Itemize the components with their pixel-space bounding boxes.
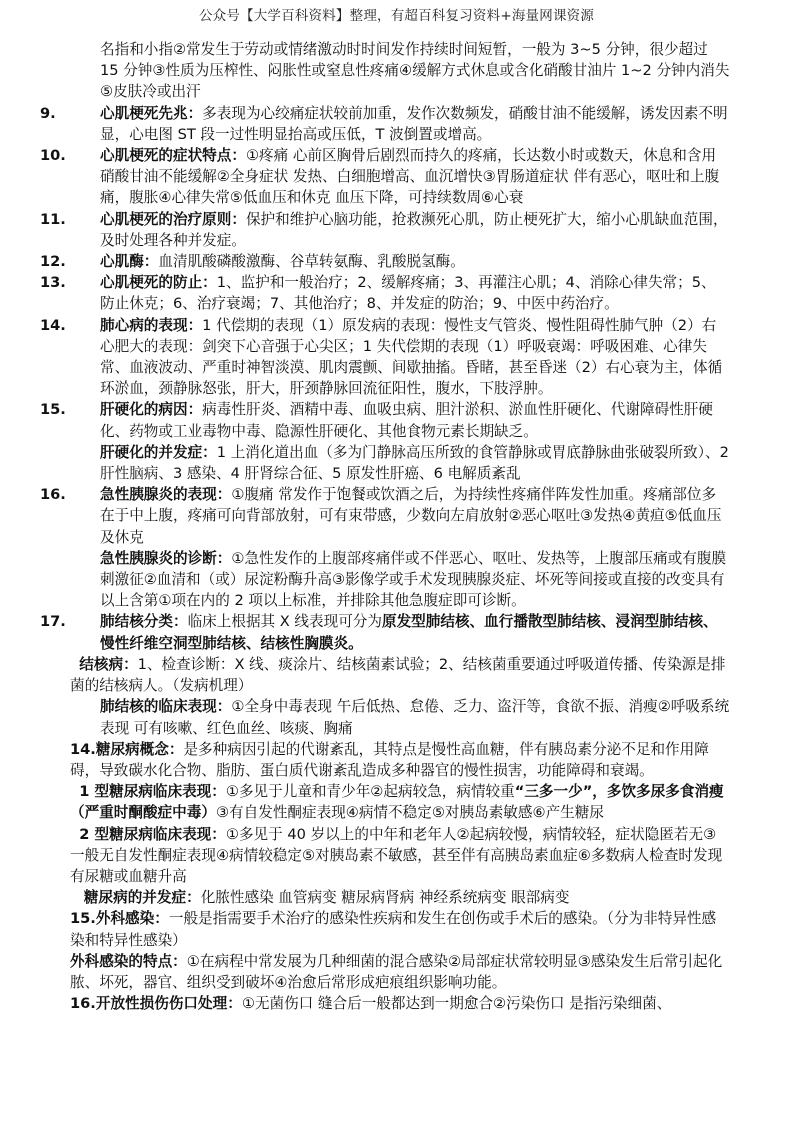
surgical-infection: 15.外科感染：一般是指需要手术治疗的感染性疾病和发生在创伤或手术后的感染。（分为非特异性感染和特异性感染） <box>70 910 717 949</box>
document-body <box>40 39 730 1014</box>
list-item-15-sub: 肝硬化的并发症：1 上消化道出血（多为门静脉高压所致的食管静脉或胃底静脉曲张破裂所致）、2 肝性脑病、3 感染、4 肝肾综合征、5 原发性肝癌、6 电解质紊乱 <box>100 443 729 483</box>
list-item-15: 15. 肝硬化的病因：病毒性肝炎、酒精中毒、血吸虫病、胆汁淤积、淤血性肝硬化、代谢障碍性肝硬化、药物或工业毒物中毒、隐源性肝硬化、其他食物元素长期缺乏。 <box>40 401 713 440</box>
list-item-16-sub: 急性胰腺炎的诊断：①急性发作的上腹部疼痛伴或不伴恶心、呕吐、发热等，上腹部压痛或有腹膜刺激征②血清和（或）尿淀粉酶升高③影像学或手术发现胰腺炎症、坏死等间接或直接的改变具有以上含第①项在内的 2 项以上标准，并排除其他急腹症即可诊断。 <box>100 549 727 610</box>
list-item-17: 17. 肺结核分类：临床上根据其 X 线表现可分为原发型肺结核、血行播散型肺结核、浸润型肺结核、慢性纤维空洞型肺结核、结核性胸膜炎。 <box>40 613 718 652</box>
diabetes-concept: 14.糖尿病概念：是多种病因引起的代谢紊乱，其特点是慢性高血糖，伴有胰岛素分泌不足和作用障碍，导致碳水化合物、脂肪、蛋白质代谢紊乱造成多种器官的慢性损害，功能障碍和衰竭。 <box>70 740 709 779</box>
list-item-12: 12. 心肌酶：血清肌酸磷酸激酶、谷草转氨酶、乳酸脱氢酶。 <box>40 253 465 271</box>
list-item-10: 10. 心肌梗死的症状特点：①疼痛 心前区胸骨后剧烈而持久的疼痛，长达数小时或数天，休息和含用硝酸甘油不能缓解②全身症状 发热、白细胞增高、血沉增快③胃肠道症状 伴有恶心，呕吐和上腹痛，腹胀④心律失常⑤低血压和休克 血压下降，可持续数周⑥心衰 <box>40 147 720 207</box>
list-item-16: 16. 急性胰腺炎的表现：①腹痛 常发作于饱餐或饮酒之后，为持续性疼痛伴阵发性加重。疼痛部位多在于中上腹，疼痛可向背部放射，可有束带感，少数向左肩放射②恶心呕吐③发热④黄疸⑤低血压及休克 <box>40 486 722 546</box>
type2-diabetes: 2 型糖尿病临床表现：①多见于 40 岁以上的中年和老年人②起病较慢，病情较轻，症状隐匿若无③一般无自发性酮症表现④病情较稳定⑤对胰岛素不敏感，甚至伴有高胰岛素血症⑥多数病人检查时发现有尿糖或血糖升高 <box>70 825 723 885</box>
tb-paragraph: 结核病：1、检查诊断：X 线、痰涂片、结核菌素试验；2、结核菌重要通过呼吸道传播、传染源是排菌的结核病人。（发病机理） <box>70 655 726 695</box>
list-item-13: 13. 心肌梗死的防止：1、监护和一般治疗；2、缓解疼痛；3、再灌注心肌；4、消除心律失常；5、防止休克；6、治疗衰竭；7、其他治疗；8、并发症的防治；9、中医中药治疗。 <box>40 274 716 313</box>
paragraph-continuation: 名指和小指②常发生于劳动或情绪激动时时间发作持续时间短暂，一般为 3~5 分钟，很少超过 15 分钟③性质为压榨性、闷胀性或窒息性疼痛④缓解方式休息或含化硝酸甘油片 1~2 分钟内消失⑤皮肤冷或出汗 <box>100 41 730 101</box>
list-item-14: 14. 肺心病的表现：1 代偿期的表现（1）原发病的表现：慢性支气管炎、慢性阻碍性肺气肿（2）右心肥大的表现：剑突下心音强于心尖区；1 失代偿期的表现（1）呼吸衰竭：呼吸困难、心律失常、血液波动、严重时神智淡漠、肌肉震颤、间歇抽搐。昏睹，甚至昏迷（2）右心衰为主，体循环淤血，颈静脉怒张，肝大，肝颈静脉回流征阳性，腹水，下肢浮肿。 <box>40 316 723 398</box>
surgical-infection-features: 外科感染的特点：①在病程中常发展为几种细菌的混合感染②局部症状常较明显③感染发生后常引起化脓、坏死，器官、组织受到破坏④治愈后常形成疤痕组织影响功能。 <box>70 952 723 991</box>
list-item-11: 11. 心肌梗死的治疗原则：保护和维护心脑功能，抢救濒死心肌，防止梗死扩大，缩小心肌缺血范围，及时处理各种并发症。 <box>40 210 728 249</box>
open-wound-treatment: 16.开放性损伤伤口处理：①无菌伤口 缝合后一般都达到一期愈合②污染伤口 是指污染细菌、 <box>70 995 672 1013</box>
tb-clinical-paragraph: 肺结核的临床表现：①全身中毒表现 午后低热、怠倦、乏力、盗汗等，食欲不振、消瘦②呼吸系统表现 可有咳嗽、红色血丝、咳痰、胸痛 <box>100 698 730 737</box>
list-item-9: 9. 心肌梗死先兆：多表现为心绞痛症状较前加重，发作次数频发，硝酸甘油不能缓解，诱发因素不明显，心电图 ST 段一过性明显抬高或压低，T 波倒置或增高。 <box>40 104 728 143</box>
page-header: 公众号【大学百科资料】整理，有超百科复习资料+海量网课资源 <box>198 8 595 24</box>
diabetes-complications: 糖尿病的并发症：化脓性感染 血管病变 糖尿病肾病 神经系统病变 眼部病变 <box>83 889 570 907</box>
type1-diabetes: 1 型糖尿病临床表现：①多见于儿童和青少年②起病较急，病情较重“三多一少”，多饮多尿多食消瘦（严重时酮酸症中毒）③有自发性酮症表现④病情不稳定⑤对胰岛素敏感⑥产生糖尿 <box>70 783 724 822</box>
